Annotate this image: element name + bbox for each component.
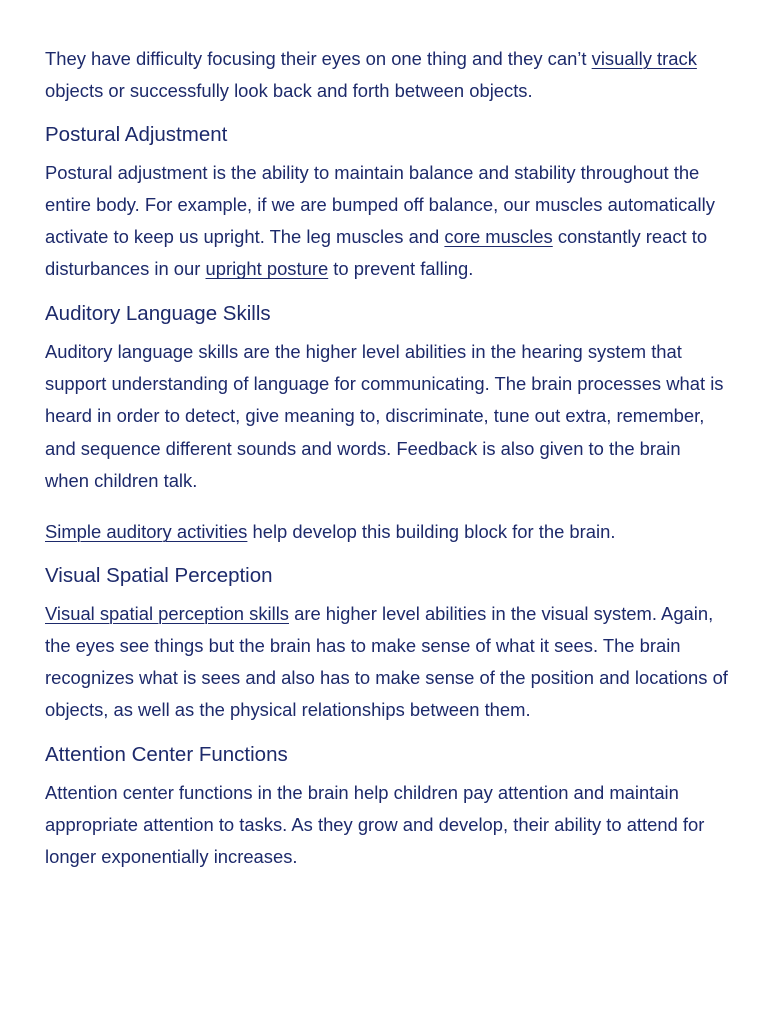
core-muscles-link[interactable]: core muscles	[444, 226, 553, 248]
auditory-paragraph: Auditory language skills are the higher level abilities in the hearing system that support understanding of language for communicating. The brain processes what is heard in order to detect, give meaning to, discriminate, tune out extra, remember, and sequence different sounds and words. Feedback is also given to the brain when children talk.	[45, 340, 724, 491]
intro-paragraph	[45, 43, 728, 108]
visual-spatial-perception-heading: Visual Spatial Perception	[45, 563, 273, 587]
intro-text-2: objects or successfully look back and forth between objects.	[45, 80, 533, 102]
intro-text-1: They have difficulty focusing their eyes on one thing and they can’t	[45, 48, 592, 69]
auditory-activities-paragraph	[45, 516, 728, 548]
visual-spatial-text: are higher level abilities in the visual system. Again, the eyes see things but the brain has to make sense of what it sees. The brain recognizes what is sees and also has to make sense of the position and locations of objects, as well as the physical relationships between them.	[45, 602, 728, 721]
auditory-language-skills-heading: Auditory Language Skills	[45, 301, 271, 325]
postural-adjustment-heading: Postural Adjustment	[45, 122, 228, 146]
postural-text-2: constantly react to disturbances in our	[45, 226, 708, 280]
attention-paragraph: Attention center functions in the brain help children pay attention and maintain appropriate attention to tasks. As they grow and develop, their ability to attend for longer exponentially increases.	[45, 781, 705, 868]
visually-track-link[interactable]: visually track	[591, 48, 697, 69]
auditory-activities-text: help develop this building block for the brain.	[247, 521, 616, 543]
postural-text-3: to prevent falling.	[328, 258, 474, 280]
postural-text-1: Postural adjustment is the ability to maintain balance and stability throughout the entire body. For example, if we are bumped off balance, our muscles automatically activate to keep us upright. The leg muscles and	[45, 161, 715, 248]
visual-spatial-paragraph	[45, 598, 728, 727]
postural-paragraph	[45, 157, 728, 286]
simple-auditory-activities-link[interactable]: Simple auditory activities	[45, 521, 248, 543]
upright-posture-link[interactable]: upright posture	[205, 258, 329, 280]
attention-center-functions-heading: Attention Center Functions	[45, 742, 288, 766]
visual-spatial-perception-skills-link[interactable]: Visual spatial perception skills	[45, 602, 289, 624]
